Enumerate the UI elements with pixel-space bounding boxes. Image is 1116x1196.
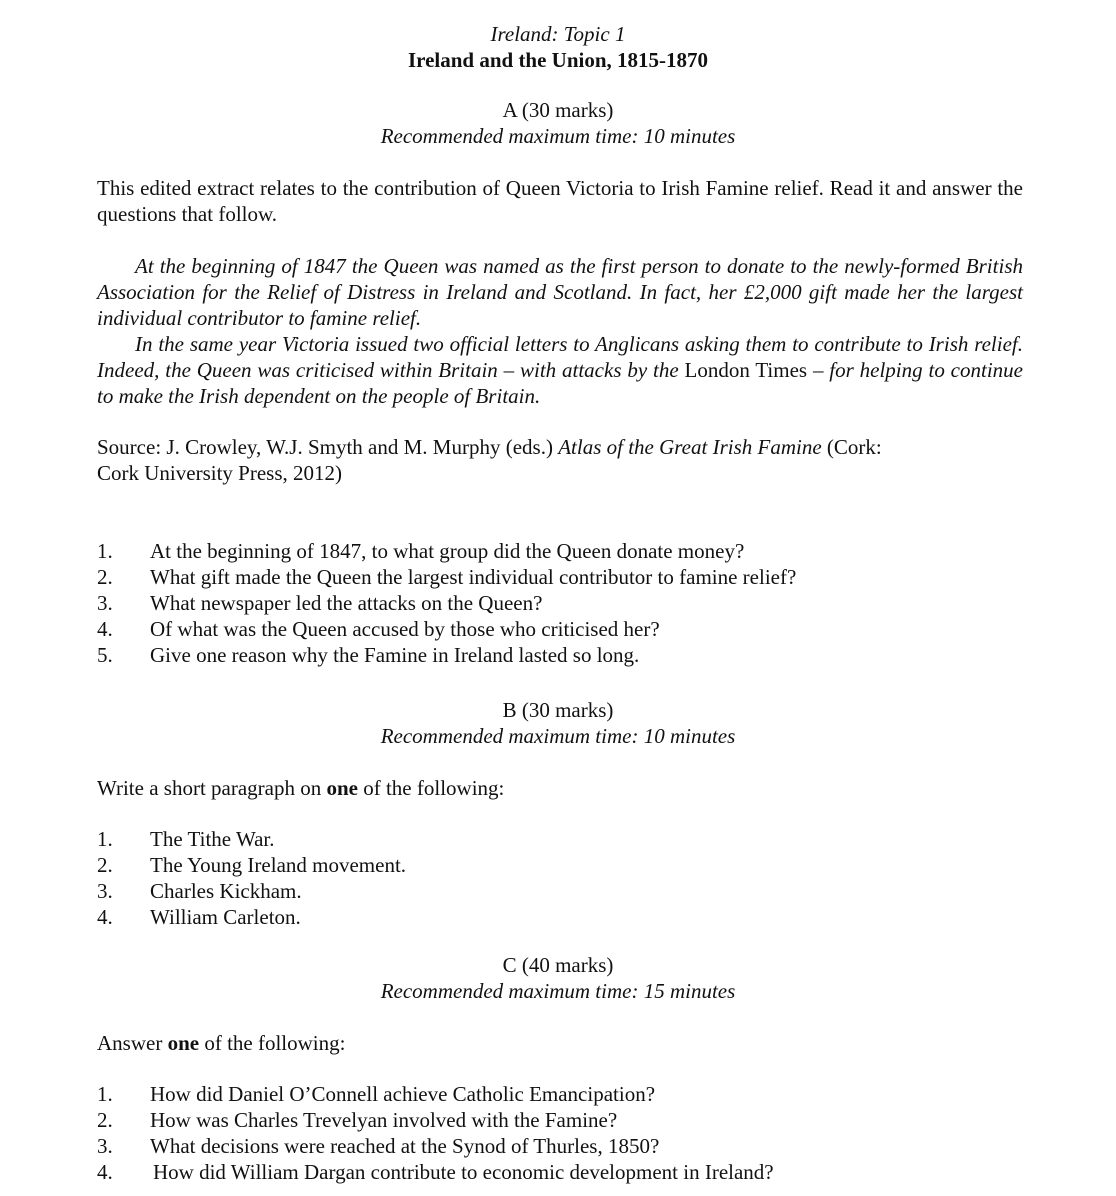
question-number: 4. [97, 617, 113, 641]
item-number: 3. [97, 1134, 113, 1158]
question-number: 3. [97, 591, 113, 615]
item-text: Charles Kickham. [150, 879, 302, 903]
question-number: 2. [97, 565, 113, 589]
question-text: Of what was the Queen accused by those who criticised her? [150, 617, 660, 641]
item-number: 2. [97, 853, 113, 877]
question-text: What newspaper led the attacks on the Queen? [150, 591, 543, 615]
list-item [97, 1107, 1057, 1133]
section-a-time: Recommended maximum time: 10 minutes [380, 124, 736, 148]
section-a-questions [97, 538, 1057, 668]
section-a-intro: This edited extract relates to the contribution of Queen Victoria to Irish Famine relief. Read it and answer the questions that follow. [97, 176, 1023, 226]
item-text: How did William Dargan contribute to economic development in Ireland? [153, 1160, 774, 1184]
newspaper-name: London Times [684, 358, 808, 382]
topic-label: Ireland: Topic 1 [490, 22, 626, 46]
item-number: 1. [97, 1082, 113, 1106]
question-text: What gift made the Queen the largest individual contributor to famine relief? [150, 565, 797, 589]
section-c-time: Recommended maximum time: 15 minutes [380, 979, 736, 1003]
item-number: 2. [97, 1108, 113, 1132]
page-title: Ireland and the Union, 1815-1870 [407, 48, 709, 72]
question-text: At the beginning of 1847, to what group did the Queen donate money? [150, 539, 745, 563]
instruction-emphasis: one [167, 1031, 200, 1055]
item-text: The Young Ireland movement. [150, 853, 407, 877]
question-item [97, 564, 1057, 590]
instruction-post: of the following: [357, 776, 505, 800]
item-text: William Carleton. [150, 905, 301, 929]
section-c-instruction [97, 1030, 1023, 1056]
source-book-title: Atlas of the Great Irish Famine [558, 435, 822, 459]
item-number: 1. [97, 827, 113, 851]
list-item [97, 826, 1057, 852]
item-text: How did Daniel O’Connell achieve Catholic Emancipation? [150, 1082, 656, 1106]
instruction-pre: Write a short paragraph on [97, 776, 327, 800]
list-item [97, 1081, 1057, 1107]
section-b-items [97, 826, 1057, 930]
section-a-heading: A (30 marks) [502, 98, 614, 122]
instruction-pre: Answer [97, 1031, 168, 1055]
section-b-time: Recommended maximum time: 10 minutes [380, 724, 736, 748]
question-text: Give one reason why the Famine in Ireland lasted so long. [150, 643, 640, 667]
extract-paragraph-1: At the beginning of 1847 the Queen was named as the first person to donate to the newly-formed British Association for the Relief of Distress in Ireland and Scotland. In fact, her £2,000 gift made her the largest individual contributor to famine relief. [97, 254, 1023, 330]
source-citation [97, 434, 1023, 486]
source-line-1 [97, 434, 1023, 460]
source-line-1-end: (Cork: [821, 435, 882, 459]
question-item [97, 642, 1057, 668]
list-item [97, 904, 1057, 930]
section-c-items [97, 1081, 1057, 1185]
source-prefix: Source: J. Crowley, W.J. Smyth and M. Murphy (eds.) [97, 435, 559, 459]
instruction-emphasis: one [326, 776, 358, 800]
extract-p2-end: – for helping to continue to make the Irish dependent on the people of Britain. [97, 358, 1023, 408]
extract-p2-start: In the same year Victoria issued two official letters to Anglicans asking them to contribute to Irish relief. Indeed, the Queen was criticised within Britain – with attacks by the [97, 332, 1023, 382]
source-line-2: Cork University Press, 2012) [97, 461, 342, 485]
list-item [97, 1159, 1057, 1185]
item-text: How was Charles Trevelyan involved with the Famine? [150, 1108, 618, 1132]
section-c-heading: C (40 marks) [502, 953, 614, 977]
item-text: The Tithe War. [150, 827, 275, 851]
question-number: 5. [97, 643, 113, 667]
question-item [97, 538, 1057, 564]
section-b-heading: B (30 marks) [502, 698, 614, 722]
item-text: What decisions were reached at the Synod of Thurles, 1850? [150, 1134, 660, 1158]
section-b-instruction [97, 775, 1023, 801]
list-item [97, 852, 1057, 878]
extract-paragraph-2 [97, 331, 1023, 409]
item-number: 4. [97, 905, 113, 929]
question-item [97, 590, 1057, 616]
question-item [97, 616, 1057, 642]
item-number: 4. [97, 1160, 113, 1184]
list-item [97, 878, 1057, 904]
question-number: 1. [97, 539, 113, 563]
item-number: 3. [97, 879, 113, 903]
instruction-post: of the following: [199, 1031, 346, 1055]
list-item [97, 1133, 1057, 1159]
